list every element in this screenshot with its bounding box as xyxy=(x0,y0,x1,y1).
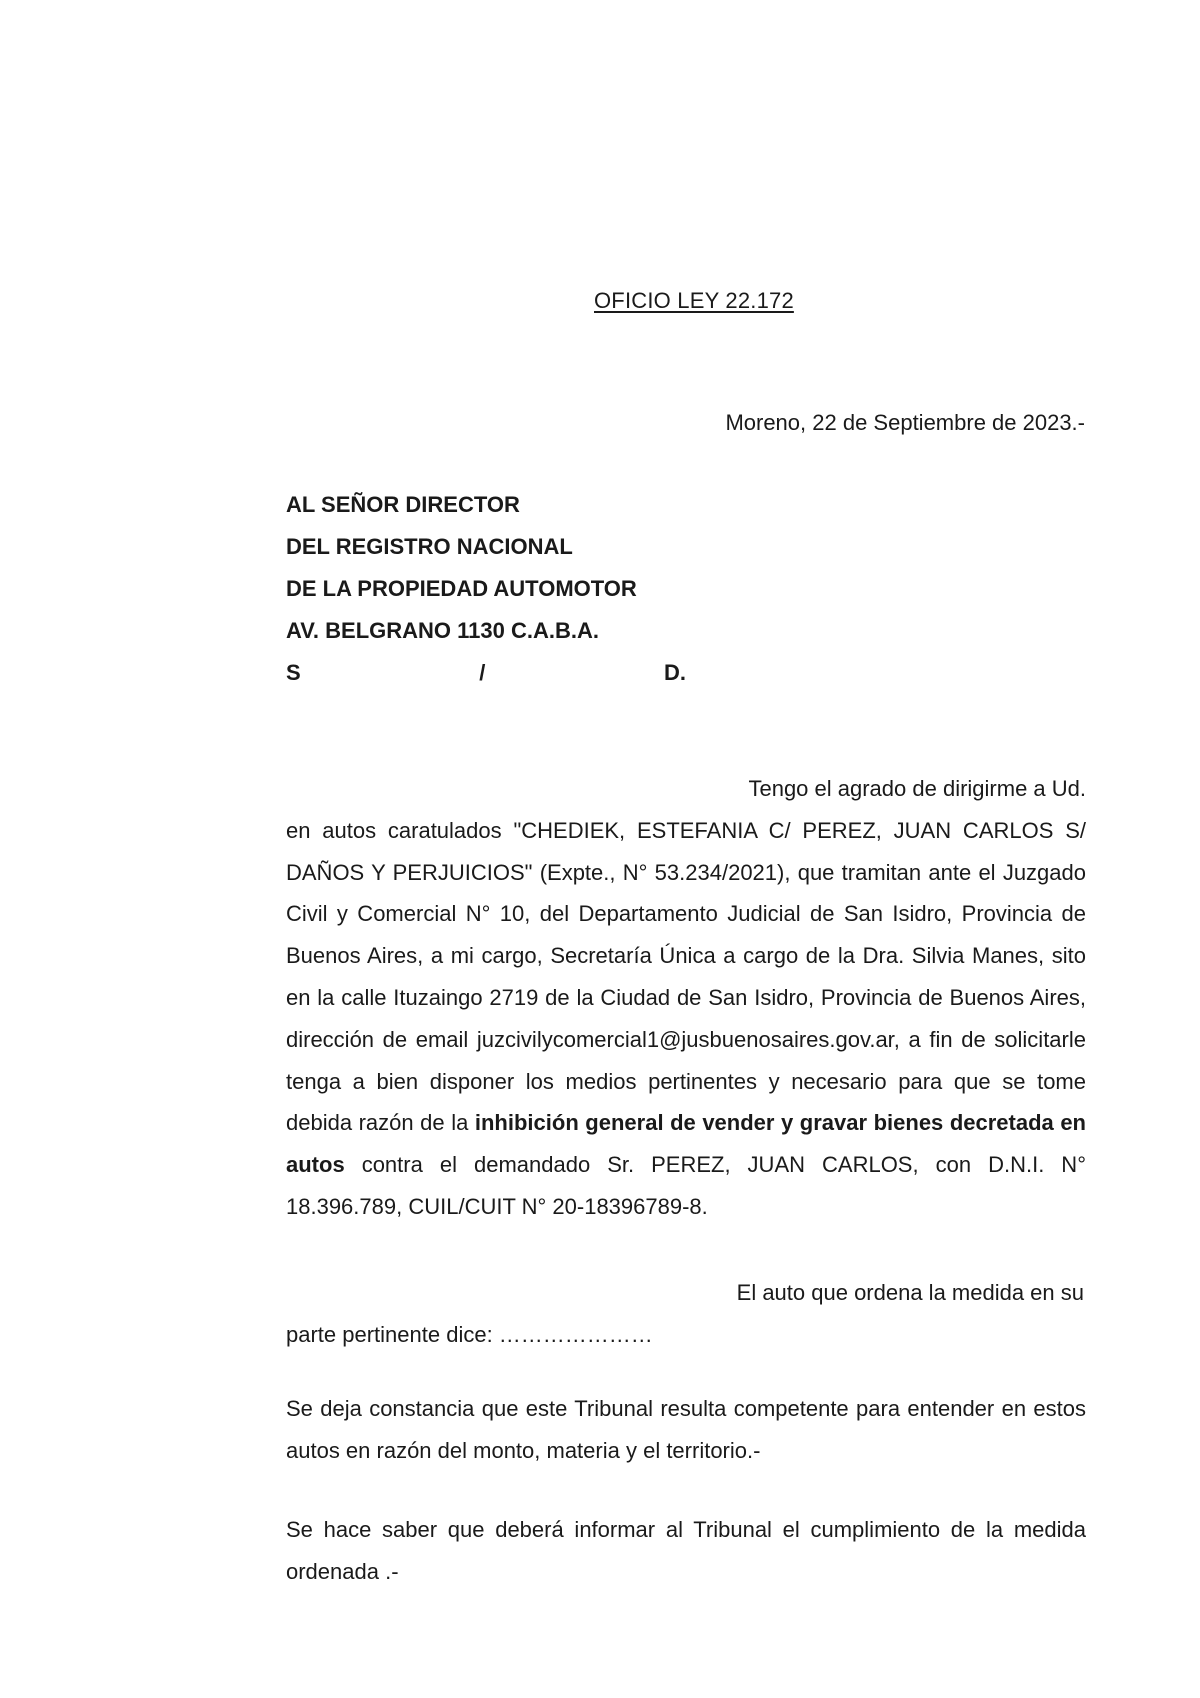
body-paragraph-auto xyxy=(286,1272,1086,1356)
document-date: Moreno, 22 de Septiembre de 2023.- xyxy=(725,410,1085,435)
body-paragraph-competence: Se deja constancia que este Tribunal resulta competente para entender en estos autos en razón del monto, materia y el territorio.- xyxy=(286,1396,1086,1463)
document-title: OFICIO LEY 22.172 xyxy=(594,288,794,313)
body-paragraph-inform: Se hace saber que deberá informar al Tribunal el cumplimiento de la medida ordenada .- xyxy=(286,1517,1086,1584)
sd-slash: / xyxy=(479,660,486,685)
paragraph-text: en autos caratulados "CHEDIEK, ESTEFANIA C/ PEREZ, JUAN CARLOS S/ DAÑOS Y PERJUICIOS" (Expte., N° 53.234/2021), que tramitan ante el Juzgado Civil y Comercial N° 10, del Departamento Judicial de San Isidro, Provincia de Buenos Aires, a mi cargo, Secretaría Única a cargo de la Dra. Silvia Manes, sito en la calle Ituzaingo 2719 de la Ciudad de San Isidro, Provincia de Buenos Aires, dirección de email juzcivilycomercial1@jusbuenosaires.gov.ar, a fin de solicitarle tenga a bien disponer los medios pertinentes y necesario para que se tome debida razón de la xyxy=(286,817,1086,1136)
paragraph-text: parte pertinente dice: ………………… xyxy=(286,1321,653,1347)
recipient-line: AV. BELGRANO 1130 C.A.B.A. xyxy=(286,618,599,643)
sd-line xyxy=(286,652,686,694)
recipient-line: AL SEÑOR DIRECTOR xyxy=(286,492,520,517)
recipient-block xyxy=(286,484,686,694)
paragraph-opening: Tengo el agrado de dirigirme a Ud. xyxy=(748,776,1086,801)
body-paragraph-request xyxy=(286,768,1086,1228)
sd-s: S xyxy=(286,660,301,685)
recipient-line: DE LA PROPIEDAD AUTOMOTOR xyxy=(286,576,637,601)
paragraph-bold-text: inhibición general de vender y gravar bienes decretada en autos xyxy=(286,1110,1086,1178)
sd-d: D. xyxy=(664,660,686,685)
recipient-line: DEL REGISTRO NACIONAL xyxy=(286,534,573,559)
paragraph-opening: El auto que ordena la medida en su xyxy=(736,1280,1084,1305)
paragraph-text: contra el demandado Sr. PEREZ, JUAN CARLOS, con D.N.I. N° 18.396.789, CUIL/CUIT N° 20-18396789-8. xyxy=(286,1152,1086,1219)
